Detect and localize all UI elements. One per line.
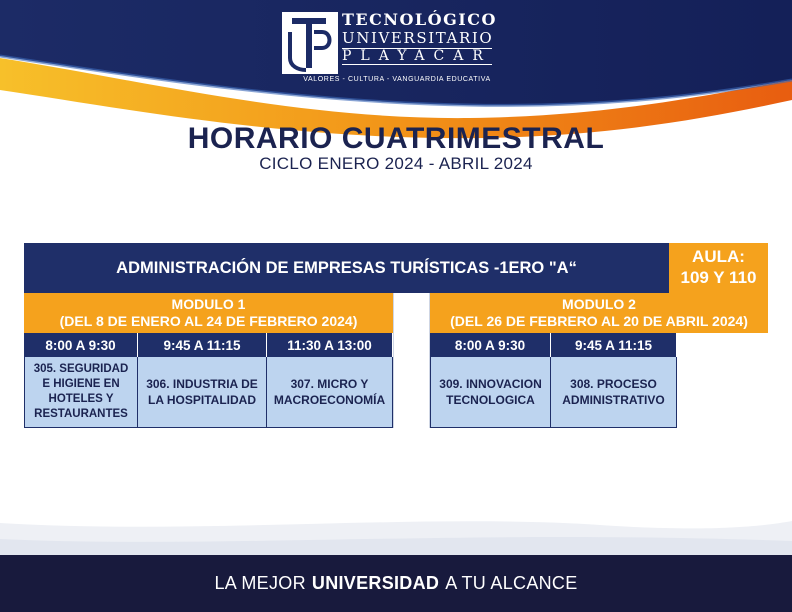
course-306-line-2: LA HOSPITALIDAD	[148, 393, 256, 407]
course-309	[430, 357, 551, 428]
course-307-line-1: 307. MICRO Y	[290, 377, 369, 391]
module-1-time-2: 9:45 A 11:15	[138, 333, 267, 357]
module-1-header	[24, 293, 393, 333]
university-logo	[282, 8, 512, 86]
module-2-dates: (DEL 26 DE FEBRERO AL 20 DE ABRIL 2024)	[450, 313, 748, 329]
course-305-line-3: HOTELES Y	[48, 393, 114, 405]
module-2-header	[430, 293, 768, 333]
module-2-time-1: 8:00 A 9:30	[430, 333, 551, 357]
page-title: HORARIO CUATRIMESTRAL	[187, 122, 605, 155]
course-308-line-2: ADMINISTRATIVO	[562, 393, 665, 407]
logo-line-3: PLAYACAR	[342, 48, 492, 64]
course-308	[551, 357, 677, 428]
logo-line-1: TECNOLÓGICO	[342, 10, 497, 29]
career-title: ADMINISTRACIÓN DE EMPRESAS TURÍSTICAS -1ERO "A“	[24, 243, 669, 293]
classroom-label: AULA:	[692, 247, 745, 266]
module-1-time-1: 8:00 A 9:30	[24, 333, 138, 357]
footer-wave-decoration	[0, 505, 792, 555]
footer-text-post: A TU ALCANCE	[445, 573, 578, 593]
tup-monogram-icon	[282, 12, 338, 74]
course-308-line-1: 308. PROCESO	[570, 377, 657, 391]
module-1-name: MODULO 1	[171, 296, 246, 312]
course-305-line-2: E HIGIENE EN	[42, 378, 120, 390]
course-305-line-4: RESTAURANTES	[34, 408, 128, 420]
course-305	[24, 357, 138, 428]
course-306-line-1: 306. INDUSTRIA DE	[146, 377, 258, 391]
footer-text-pre: LA MEJOR	[214, 573, 306, 593]
module-1-dates: (DEL 8 DE ENERO AL 24 DE FEBRERO 2024)	[59, 313, 358, 329]
logo-line-2: UNIVERSITARIO	[342, 29, 494, 47]
module-1-time-3: 11:30 A 13:00	[267, 333, 393, 357]
module-2-name: MODULO 2	[562, 296, 636, 312]
footer-text-bold: UNIVERSIDAD	[311, 573, 440, 593]
module-2-time-2: 9:45 A 11:15	[551, 333, 677, 357]
course-306	[138, 357, 267, 428]
course-309-line-1: 309. INNOVACION	[439, 377, 542, 391]
course-305-line-1: 305. SEGURIDAD	[33, 363, 129, 375]
page-subtitle: CICLO ENERO 2024 - ABRIL 2024	[259, 154, 533, 173]
course-307-line-2: MACROECONOMÍA	[273, 393, 386, 407]
classroom-box	[669, 243, 768, 293]
footer-slogan	[0, 555, 792, 612]
classroom-value: 109 Y 110	[680, 268, 757, 287]
module-separator	[393, 293, 430, 428]
course-307	[267, 357, 393, 428]
course-309-line-2: TECNOLOGICA	[446, 393, 535, 407]
logo-tagline: VALORES - CULTURA - VANGUARDIA EDUCATIVA	[303, 76, 491, 83]
